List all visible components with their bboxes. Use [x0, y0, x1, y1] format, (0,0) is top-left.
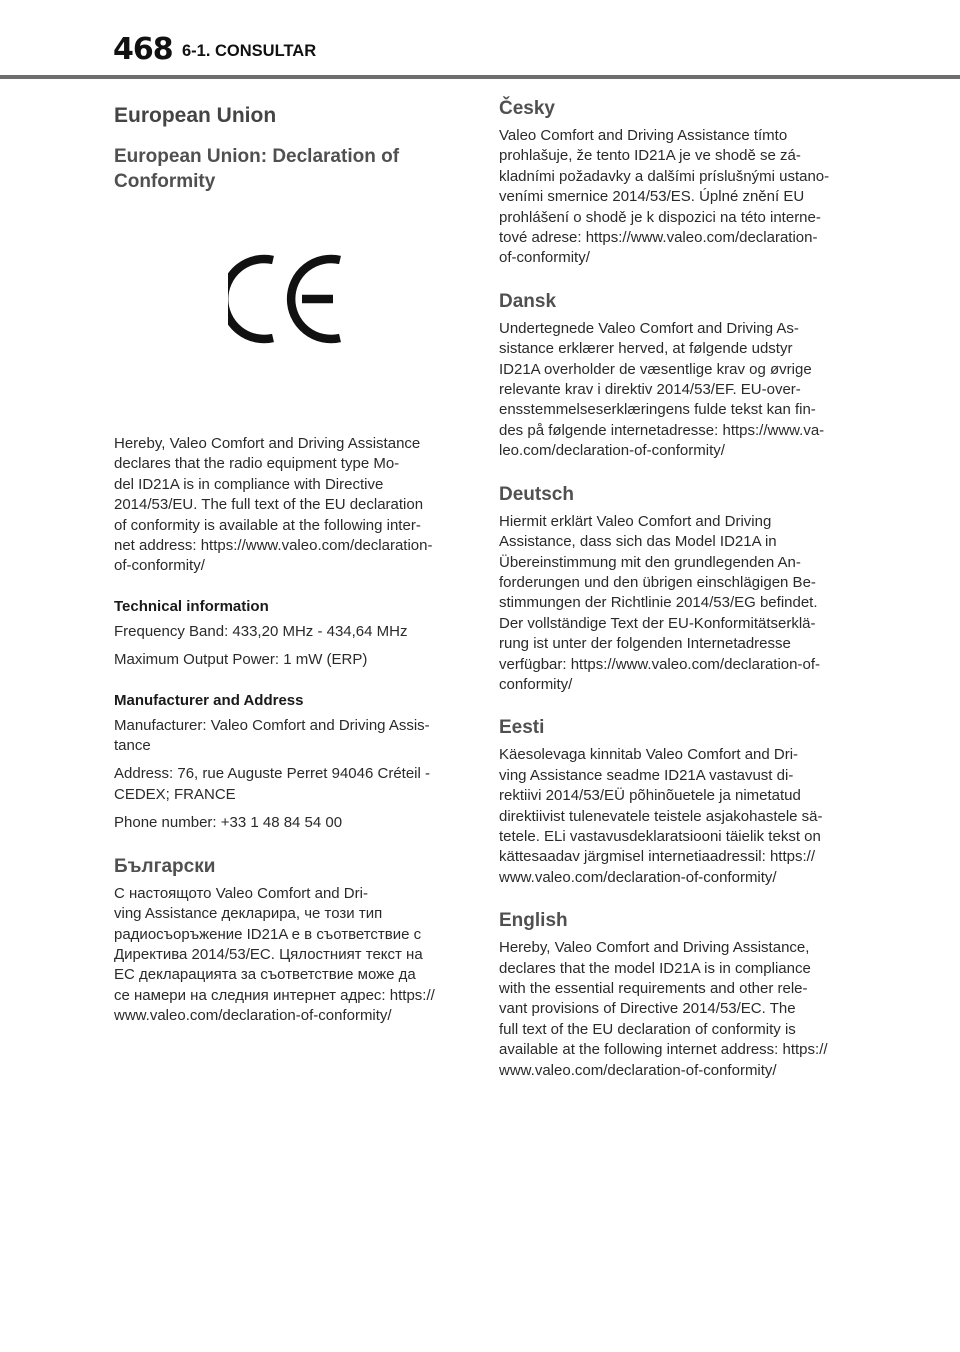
frequency-band: Frequency Band: 433,20 MHz - 434,64 MHz — [114, 622, 408, 640]
text-line: declares that the radio equipment type Mo- — [114, 455, 400, 473]
text-line: се намери на следния интернет адрес: https:// — [114, 986, 435, 1004]
section-danish — [499, 289, 849, 462]
text-line: des på følgende internetadresse: https://www.va- — [499, 421, 825, 439]
manufacturer-heading: Manufacturer and Address — [114, 691, 304, 709]
text-line: Assistance, dass sich das Model ID21A in — [499, 533, 777, 551]
text-line: relevante krav i direktiv 2014/53/EF. EU-over- — [499, 381, 801, 399]
text-line: veními smernice 2014/53/ES. Úplné znění EU — [499, 188, 805, 206]
text-line: kladními požadavky a dalšími príslušnými ustano- — [499, 167, 830, 185]
text-line: ving Assistance декларира, че този тип — [114, 905, 383, 923]
text-line: Hiermit erklärt Valeo Comfort and Driving — [499, 512, 772, 530]
page-number: 468 — [113, 32, 173, 67]
text-line: ensstemmelseserklæringens fulde tekst kan fin- — [499, 401, 816, 419]
text-line: forderungen und den übrigen einschlägigen Be- — [499, 573, 816, 591]
text-line: verfügbar: https://www.valeo.com/declaration-of- — [499, 655, 820, 673]
ce-mark-container — [114, 254, 462, 434]
intro-paragraph — [114, 434, 462, 577]
text-line: tové adrese: https://www.valeo.com/declaration- — [499, 229, 818, 247]
text-line: of-conformity/ — [499, 249, 590, 267]
lang-heading-danish: Dansk — [499, 290, 557, 312]
text-line: rektiivi 2014/53/EÜ põhinõuetele ja nimetatud — [499, 787, 801, 805]
left-column — [114, 96, 462, 1027]
lang-heading-czech: Česky — [499, 98, 555, 119]
lang-heading-bulgarian: Български — [114, 855, 216, 877]
text-line: www.valeo.com/declaration-of-conformity/ — [499, 1061, 777, 1079]
max-output-power: Maximum Output Power: 1 mW (ERP) — [114, 651, 368, 669]
lang-heading-german: Deutsch — [499, 483, 574, 505]
text-line: tance — [114, 737, 151, 755]
technical-info-heading: Technical information — [114, 597, 269, 615]
text-line: stimmungen der Richtlinie 2014/53/EG befindet. — [499, 594, 818, 612]
text-line: tetele. ELi vastavusdeklaratsiooni täielik tekst on — [499, 827, 821, 845]
text-line: ving Assistance seadme ID21A vastavust di- — [499, 766, 794, 784]
text-line: Käesolevaga kinnitab Valeo Comfort and Dri- — [499, 746, 799, 764]
text-line: vant provisions of Directive 2014/53/EC. The — [499, 1000, 796, 1018]
text-line: del ID21A is in compliance with Directive — [114, 475, 384, 493]
chapter-title: 6-1. CONSULTAR — [182, 42, 317, 60]
text-line: sistance erklærer herved, at følgende udstyr — [499, 340, 793, 358]
text-line: www.valeo.com/declaration-of-conformity/ — [114, 1007, 392, 1025]
text-line: full text of the EU declaration of conformity is — [499, 1020, 796, 1038]
right-column — [499, 96, 849, 1101]
text-line: ЕС декларацията за съответствие може да — [114, 966, 416, 984]
text-line: Hereby, Valeo Comfort and Driving Assistance — [114, 435, 421, 452]
text-line: Der vollständige Text der EU-Konformitätserklä- — [499, 614, 816, 632]
text-line: with the essential requirements and other rele- — [499, 980, 808, 997]
text-line: Manufacturer: Valeo Comfort and Driving Assis- — [114, 716, 430, 734]
text-line: ID21A overholder de væsentlige krav og øvrige — [499, 360, 812, 378]
text-line: www.valeo.com/declaration-of-conformity/ — [499, 868, 777, 886]
text-line: 2014/53/EU. The full text of the EU declaration — [114, 496, 424, 514]
section-title: European Union — [114, 104, 277, 127]
text-line: Übereinstimmung mit den grundlegenden An- — [499, 553, 801, 571]
subtitle-line-2: Conformity — [114, 171, 216, 192]
page-header — [0, 0, 960, 80]
phone-number: Phone number: +33 1 48 84 54 00 — [114, 814, 343, 832]
text-line: kättesaadav järgmisel internetiaadressil: https:// — [499, 848, 815, 866]
text-line: declares that the model ID21A is in compliance — [499, 959, 811, 977]
text-line: of-conformity/ — [114, 557, 205, 575]
text-line: conformity/ — [499, 675, 573, 693]
section-english — [499, 908, 849, 1081]
text-line: available at the following internet address: https:// — [499, 1041, 828, 1059]
text-line: Valeo Comfort and Driving Assistance tímto — [499, 127, 788, 144]
text-line: prohlašuje, že tento ID21A je ve shodě se zá- — [499, 147, 801, 165]
text-line: Address: 76, rue Auguste Perret 94046 Créteil - — [114, 765, 431, 783]
text-line: CEDEX; FRANCE — [114, 785, 236, 803]
text-line: direktiivist tulenevatele teistele asjakohastele sä- — [499, 807, 823, 825]
text-line: net address: https://www.valeo.com/declaration- — [114, 537, 433, 555]
declaration-subtitle — [114, 144, 462, 194]
text-line: of conformity is available at the following inter- — [114, 516, 421, 534]
section-czech — [499, 96, 849, 269]
section-estonian — [499, 715, 849, 888]
text-line: prohlášení o shodě je k dispozici na této interne- — [499, 208, 821, 226]
text-line: Директива 2014/53/ЕС. Цялостният текст на — [114, 945, 423, 963]
header-rule — [0, 75, 960, 79]
ce-mark-icon — [228, 254, 348, 344]
text-line: leo.com/declaration-of-conformity/ — [499, 442, 725, 460]
text-line: Undertegnede Valeo Comfort and Driving As- — [499, 319, 799, 337]
text-line: радиосъоръжение ID21A е в съответствие с — [114, 925, 422, 943]
lang-heading-english: English — [499, 910, 568, 932]
address-text — [114, 764, 462, 805]
lang-heading-estonian: Eesti — [499, 717, 545, 739]
text-line: Hereby, Valeo Comfort and Driving Assistance, — [499, 939, 810, 957]
bulgarian-paragraph — [114, 884, 462, 1027]
text-line: rung ist unter der folgenden Internetadresse — [499, 635, 791, 653]
subtitle-line-1: European Union: Declaration of — [114, 146, 400, 167]
section-german — [499, 482, 849, 696]
manufacturer-text — [114, 716, 462, 757]
text-line: С настоящото Valeo Comfort and Dri- — [114, 884, 368, 902]
